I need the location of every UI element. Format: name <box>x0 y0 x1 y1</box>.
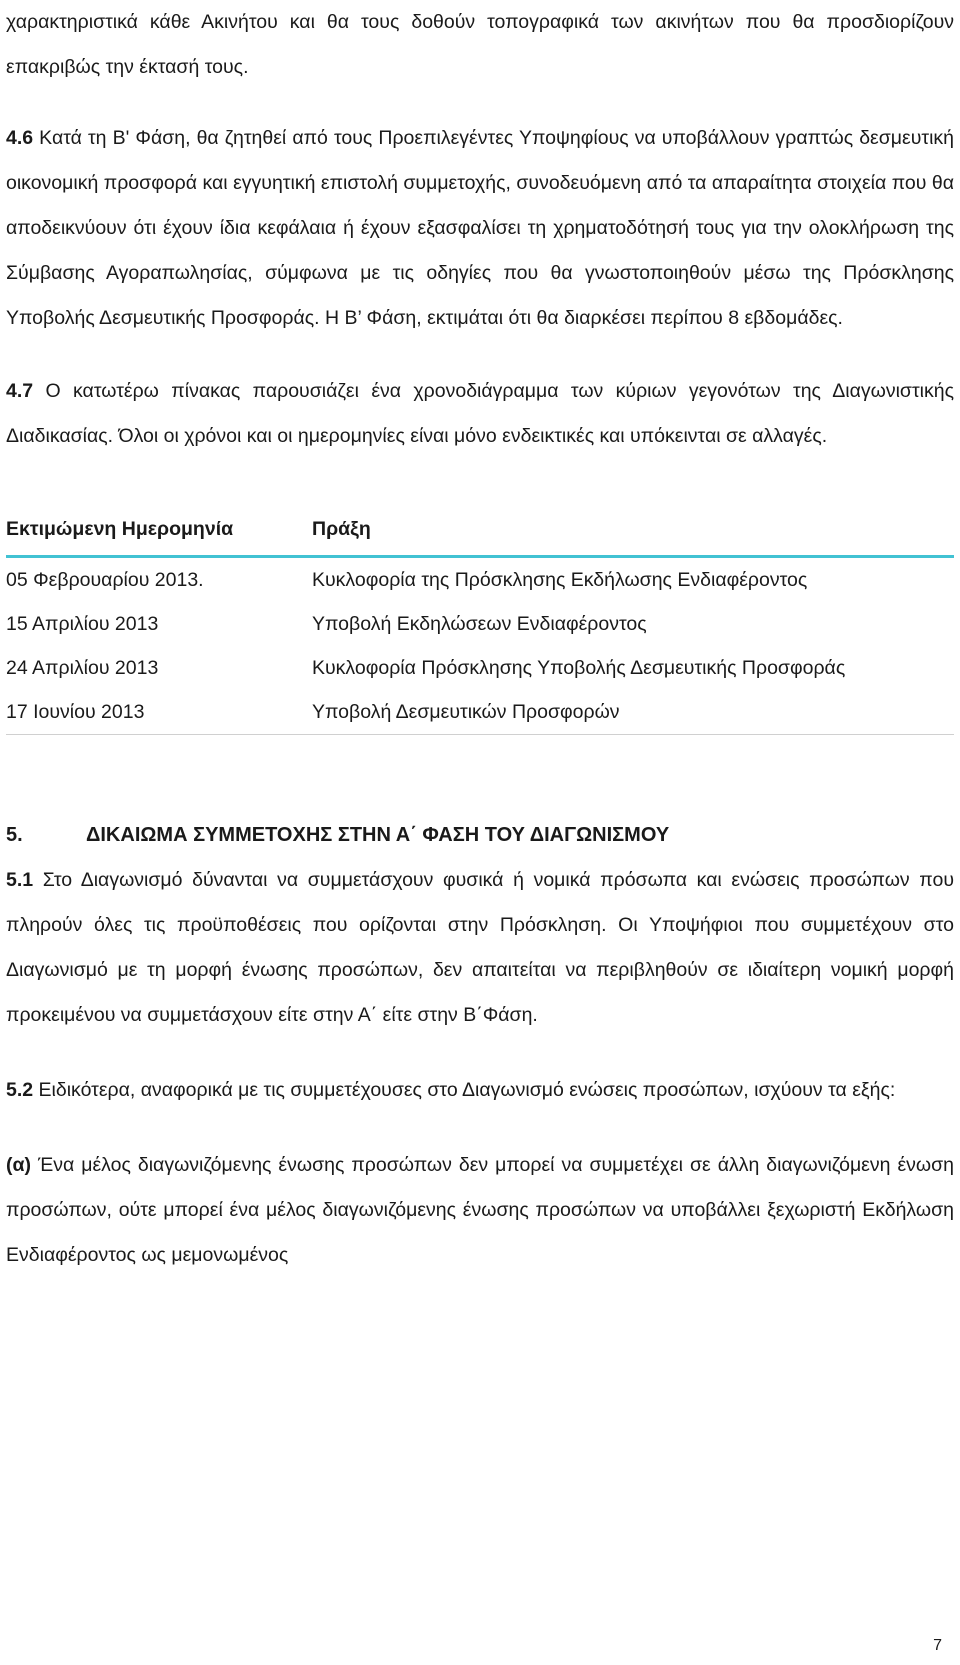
paragraph-text: Ένα μέλος διαγωνιζόμενης ένωσης προσώπων δεν μπορεί να συμμετέχει σε άλλη διαγωνιζόμενη ένωση προσώπων, ούτε μπορεί ένα μέλος διαγωνιζόμενης ένωσης προσώπων να υποβάλλει ξεχωριστή Εκδήλωση Ενδιαφέροντος ως μεμονωμένος <box>6 1154 954 1266</box>
table-header-row <box>6 503 954 557</box>
table-row <box>6 557 954 603</box>
section-number: 5. <box>6 824 23 846</box>
paragraph-a <box>6 1143 954 1278</box>
table-row <box>6 602 954 646</box>
document-page <box>6 0 954 1278</box>
paragraph-text: Ο κατωτέρω πίνακας παρουσιάζει ένα χρονοδιάγραμμα των κύριων γεγονότων της Διαγωνιστικής Διαδικασίας. Όλοι οι χρόνοι και οι ημερομηνίες είναι μόνο ενδεικτικές και υπόκεινται σε αλλαγές. <box>6 380 954 447</box>
table-row <box>6 690 954 735</box>
paragraph-5-2 <box>6 1068 954 1113</box>
intro-text: χαρακτηριστικά κάθε Ακινήτου και θα τους δοθούν τοπογραφικά των ακινήτων που θα προσδιορίζουν επακριβώς την έκτασή τους. <box>6 11 954 78</box>
paragraph-number: 5.2 <box>6 1079 34 1101</box>
paragraph-4-7 <box>6 369 954 459</box>
cell-date: 15 Απριλίου 2013 <box>6 612 159 635</box>
paragraph-number: 5.1 <box>6 869 34 891</box>
paragraph-4-6 <box>6 116 954 341</box>
header-date: Εκτιμώμενη Ημερομηνία <box>6 503 312 557</box>
header-action: Πράξη <box>312 503 954 557</box>
cell-action: Κυκλοφορία της Πρόσκλησης Εκδήλωσης Ενδιαφέροντος <box>312 568 808 591</box>
paragraph-number: 4.7 <box>6 380 34 402</box>
paragraph-text: Στο Διαγωνισμό δύνανται να συμμετάσχουν φυσικά ή νομικά πρόσωπα και ενώσεις προσώπων που πληρούν όλες τις προϋποθέσεις που ορίζονται στην Πρόσκληση. Οι Υποψήφιοι που συμμετέχουν στο Διαγωνισμό με τη μορφή ένωσης προσώπων, δεν απαιτείται να περιβληθούν σε ιδιαίτερη νομική μορφή προκειμένου να συμμετάσχουν είτε στην Α΄ είτε στην Β΄Φάση. <box>6 869 954 1026</box>
paragraph-number: 4.6 <box>6 127 34 149</box>
intro-paragraph <box>6 0 954 90</box>
cell-date: 05 Φεβρουαρίου 2013. <box>6 568 204 591</box>
cell-date: 24 Απριλίου 2013 <box>6 656 159 679</box>
cell-date: 17 Ιουνίου 2013 <box>6 690 312 735</box>
table-row <box>6 646 954 690</box>
cell-action: Υποβολή Δεσμευτικών Προσφορών <box>312 690 954 735</box>
paragraph-text: Ειδικότερα, αναφορικά με τις συμμετέχουσες στο Διαγωνισμό ενώσεις προσώπων, ισχύουν τα εξής: <box>33 1079 896 1101</box>
schedule-table <box>6 503 954 735</box>
cell-action: Υποβολή Εκδηλώσεων Ενδιαφέροντος <box>312 612 647 635</box>
paragraph-number: (α) <box>6 1154 31 1176</box>
page-number: 7 <box>933 1637 942 1654</box>
paragraph-text: Κατά τη Β' Φάση, θα ζητηθεί από τους Προεπιλεγέντες Υποψηφίους να υποβάλλουν γραπτώς δεσμευτική οικονομική προσφορά και εγγυητική επιστολή συμμετοχής, συνοδευόμενη από τα απαραίτητα στοιχεία που θα αποδεικνύουν ότι έχουν ίδια κεφάλαια ή έχουν εξασφαλίσει τη χρηματοδότησή τους για την ολοκλήρωση της Σύμβασης Αγοραπωλησίας, σύμφωνα με τις οδηγίες που θα γνωστοποιηθούν μέσω της Πρόσκλησης Υποβολής Δεσμευτικής Προσφοράς. Η Β’ Φάση, εκτιμάται ότι θα διαρκέσει περίπου 8 εβδομάδες. <box>6 127 954 329</box>
section-title: ΔΙΚΑΙΩΜΑ ΣΥΜΜΕΤΟΧΗΣ ΣΤΗΝ Α΄ ΦΑΣΗ ΤΟΥ ΔΙΑΓΩΝΙΣΜΟΥ <box>86 824 670 846</box>
cell-action: Κυκλοφορία Πρόσκλησης Υποβολής Δεσμευτικής Προσφοράς <box>312 656 846 679</box>
section-heading <box>6 813 954 858</box>
paragraph-5-1 <box>6 858 954 1038</box>
